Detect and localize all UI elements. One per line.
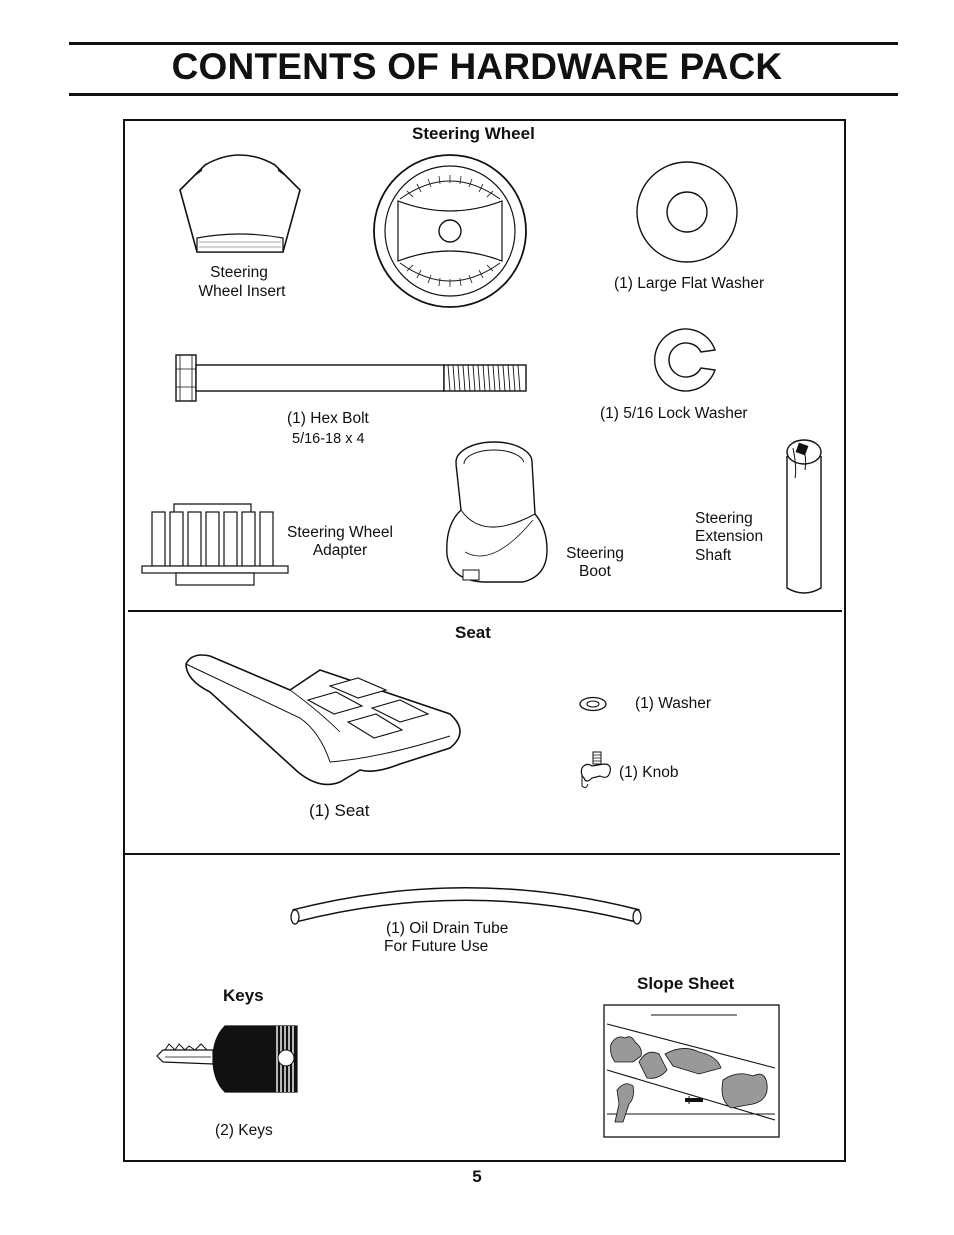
large-washer-label: (1) Large Flat Washer [614, 275, 765, 292]
shaft-label-2: Extension [695, 528, 764, 545]
slope-sheet-heading: Slope Sheet [637, 974, 735, 993]
page-title: CONTENTS OF HARDWARE PACK [171, 46, 783, 87]
shaft-label-3: Shaft [695, 547, 732, 564]
boot-label-1: Steering [566, 545, 624, 562]
knob-icon [578, 750, 614, 790]
title-underline [69, 93, 898, 96]
section-divider-1 [128, 610, 842, 612]
steering-extension-shaft-icon [783, 438, 825, 596]
seat-heading: Seat [455, 623, 491, 642]
hex-bolt-icon [174, 353, 530, 403]
top-rule [69, 42, 898, 45]
lock-washer-icon [653, 328, 717, 392]
steering-wheel-icon [372, 153, 528, 309]
steering-wheel-insert-icon [175, 150, 305, 260]
key-icon [155, 1020, 301, 1096]
large-flat-washer-icon [636, 161, 738, 263]
keys-label: (2) Keys [215, 1122, 273, 1139]
keys-heading: Keys [223, 986, 264, 1005]
hex-bolt-label-2: 5/16-18 x 4 [292, 431, 365, 447]
steering-heading: Steering Wheel [412, 124, 535, 143]
steering-wheel-adapter-icon [141, 500, 289, 586]
adapter-label-2: Adapter [312, 542, 368, 559]
insert-label-2: Wheel Insert [198, 283, 286, 300]
tube-label-1: (1) Oil Drain Tube [386, 920, 509, 937]
tube-label-2: For Future Use [384, 938, 489, 955]
insert-label-1: Steering [210, 264, 268, 281]
hex-bolt-label-1: (1) Hex Bolt [287, 410, 369, 427]
seat-label: (1) Seat [309, 801, 370, 820]
slope-sheet-icon [603, 1004, 780, 1138]
seat-icon [180, 652, 476, 792]
lock-washer-label: (1) 5/16 Lock Washer [600, 405, 748, 422]
shaft-label-1: Steering [695, 510, 753, 527]
knob-label: (1) Knob [619, 764, 679, 781]
washer-label: (1) Washer [635, 695, 712, 712]
boot-label-2: Boot [579, 563, 611, 580]
washer-icon [578, 696, 608, 712]
page-number: 5 [472, 1167, 482, 1186]
adapter-label-1: Steering Wheel [287, 524, 393, 541]
section-divider-2 [125, 853, 840, 855]
steering-boot-icon [443, 440, 551, 585]
